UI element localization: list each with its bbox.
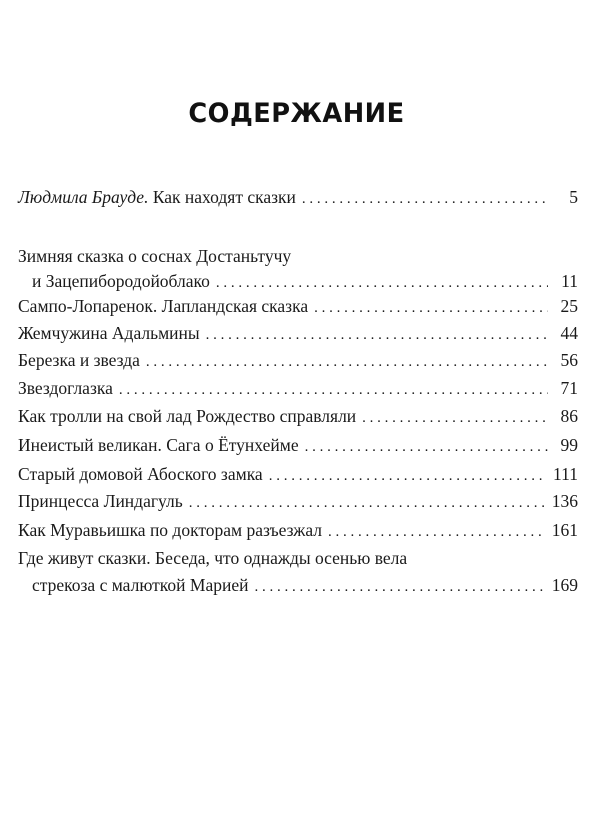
toc-entry [18, 349, 578, 371]
toc-entry-page: 99 [560, 435, 578, 455]
toc-entry-title: Сампо-Лопаренок. Лапландская сказка [18, 296, 309, 316]
toc-entry-title: Как Муравьишка по докторам разъезжал [18, 520, 322, 540]
toc-entry-title: Зимняя сказка о соснах Достаньтучу [18, 246, 292, 266]
dot-leader [189, 496, 546, 511]
toc-entry-page: 11 [561, 271, 578, 291]
toc-entry [18, 186, 578, 208]
dot-leader [206, 328, 548, 343]
dot-leader [255, 580, 546, 595]
toc-entry-page: 111 [553, 464, 578, 484]
toc-entry-title: Где живут сказки. Беседа, что однажды осенью вела [18, 548, 408, 568]
dot-leader [216, 276, 548, 291]
toc-entry-title-text: Как находят сказки [152, 187, 296, 207]
dot-leader [305, 440, 548, 455]
dot-leader [314, 301, 548, 316]
toc-entry [18, 377, 578, 399]
toc-entry-page: 86 [560, 406, 578, 426]
toc-entry-title: Березка и звезда [18, 350, 140, 370]
dot-leader [302, 192, 548, 207]
toc-entry-page: 169 [551, 575, 578, 595]
toc-entry-title [18, 186, 296, 208]
toc-entry-page: 25 [560, 296, 578, 316]
toc-entry [18, 245, 578, 292]
toc-entry-title: Старый домовой Абоского замка [18, 464, 263, 484]
toc-entry-title: Звездоглазка [18, 378, 113, 398]
dot-leader [328, 525, 546, 540]
dot-leader [119, 383, 548, 398]
toc-entry-title: Жемчужина Адальмины [18, 323, 200, 343]
toc-entry-page: 71 [560, 378, 578, 398]
toc-entry-author: Людмила Брауде. [18, 187, 149, 207]
toc-entry [18, 295, 578, 317]
toc-entry [18, 463, 578, 485]
toc-entry-page: 44 [560, 323, 578, 343]
toc-entry-title: Инеистый великан. Сага о Ётунхейме [18, 435, 299, 455]
toc-entry-title: Принцесса Линдагуль [18, 491, 183, 511]
toc-entry [18, 547, 578, 596]
toc-entry-page: 5 [569, 187, 578, 207]
toc-entry-page: 56 [560, 350, 578, 370]
dot-leader [146, 355, 548, 370]
dot-leader [269, 469, 547, 484]
toc-entry [18, 434, 578, 456]
toc-entry-title: Как тролли на свой лад Рождество справляли [18, 406, 357, 426]
toc-entry-title-cont: стрекоза с малюткой Марией [32, 575, 249, 595]
toc-entry [18, 490, 578, 512]
toc-entry [18, 322, 578, 344]
toc-entry-page: 161 [551, 520, 578, 540]
toc-entry [18, 405, 578, 427]
toc-entry-title-cont: и Зацепибородойоблако [32, 271, 210, 291]
toc-entry [18, 519, 578, 541]
toc-entry-page: 136 [551, 491, 578, 511]
page-title: СОДЕРЖАНИЕ [188, 98, 405, 129]
dot-leader [362, 411, 548, 426]
